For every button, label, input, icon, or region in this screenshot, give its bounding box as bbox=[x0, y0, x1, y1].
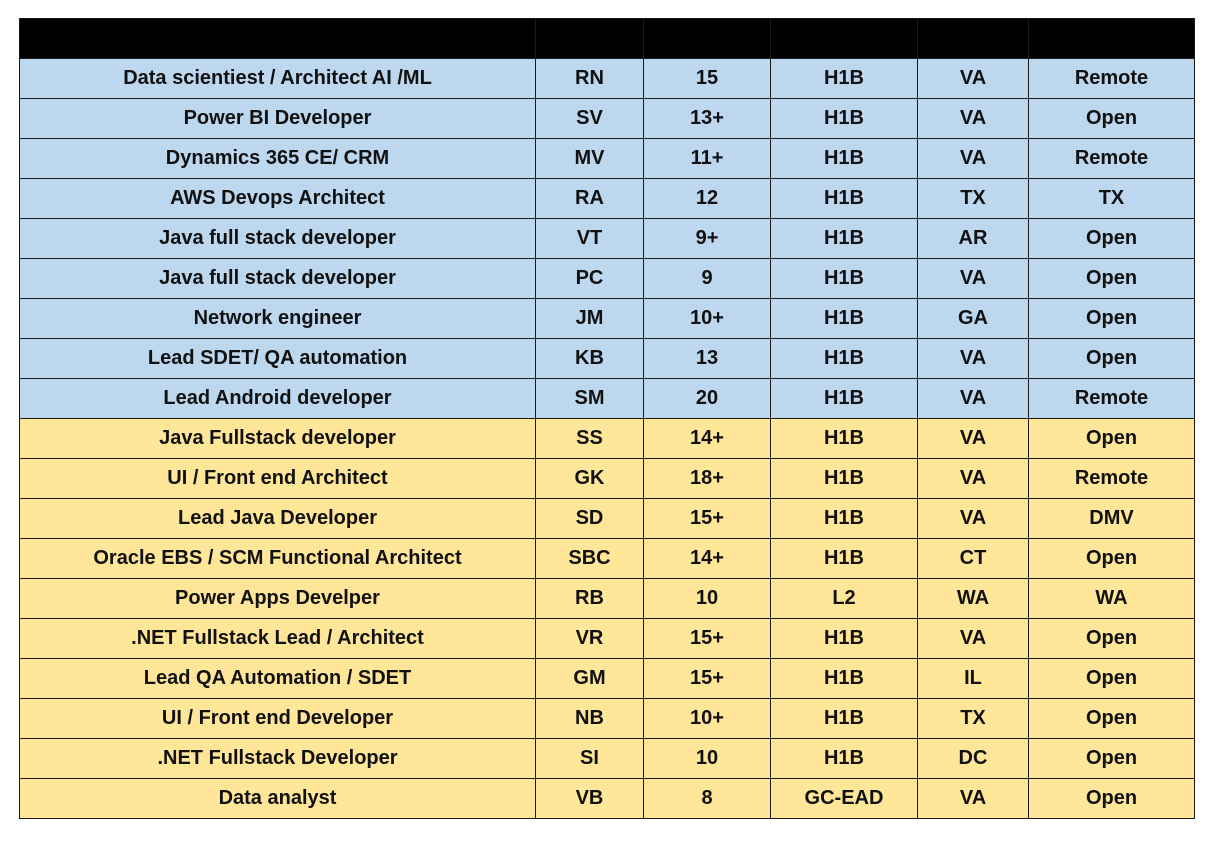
location-cell: Open bbox=[1029, 659, 1195, 699]
visa-cell: H1B bbox=[771, 699, 918, 739]
initials-cell: MV bbox=[536, 139, 644, 179]
table-row bbox=[20, 539, 1195, 579]
location-cell: Open bbox=[1029, 299, 1195, 339]
header-row bbox=[20, 19, 1195, 59]
state-cell: VA bbox=[918, 619, 1029, 659]
visa-cell: H1B bbox=[771, 339, 918, 379]
location-cell: Open bbox=[1029, 619, 1195, 659]
role-cell: Dynamics 365 CE/ CRM bbox=[20, 139, 536, 179]
experience-cell: 10 bbox=[644, 579, 771, 619]
experience-cell: 15+ bbox=[644, 659, 771, 699]
table-row bbox=[20, 739, 1195, 779]
experience-cell: 14+ bbox=[644, 419, 771, 459]
visa-cell: H1B bbox=[771, 619, 918, 659]
table-row bbox=[20, 99, 1195, 139]
visa-cell: H1B bbox=[771, 99, 918, 139]
experience-cell: 20 bbox=[644, 379, 771, 419]
experience-cell: 10+ bbox=[644, 299, 771, 339]
role-cell: Oracle EBS / SCM Functional Architect bbox=[20, 539, 536, 579]
location-cell: Open bbox=[1029, 699, 1195, 739]
table-header bbox=[20, 19, 1195, 59]
table-row bbox=[20, 779, 1195, 819]
experience-cell: 9 bbox=[644, 259, 771, 299]
location-cell: Open bbox=[1029, 219, 1195, 259]
initials-cell: JM bbox=[536, 299, 644, 339]
candidate-table bbox=[19, 18, 1195, 819]
visa-cell: H1B bbox=[771, 259, 918, 299]
location-cell: Open bbox=[1029, 779, 1195, 819]
initials-cell: SD bbox=[536, 499, 644, 539]
experience-cell: 13 bbox=[644, 339, 771, 379]
state-cell: CT bbox=[918, 539, 1029, 579]
visa-cell: H1B bbox=[771, 459, 918, 499]
location-cell: Open bbox=[1029, 339, 1195, 379]
role-cell: Lead Java Developer bbox=[20, 499, 536, 539]
initials-cell: GM bbox=[536, 659, 644, 699]
state-cell: TX bbox=[918, 179, 1029, 219]
initials-cell: SBC bbox=[536, 539, 644, 579]
header-cell-4 bbox=[771, 19, 918, 59]
location-cell: DMV bbox=[1029, 499, 1195, 539]
role-cell: Lead Android developer bbox=[20, 379, 536, 419]
visa-cell: H1B bbox=[771, 379, 918, 419]
state-cell: VA bbox=[918, 259, 1029, 299]
state-cell: WA bbox=[918, 579, 1029, 619]
initials-cell: SI bbox=[536, 739, 644, 779]
state-cell: DC bbox=[918, 739, 1029, 779]
state-cell: VA bbox=[918, 459, 1029, 499]
experience-cell: 15 bbox=[644, 59, 771, 99]
state-cell: VA bbox=[918, 339, 1029, 379]
experience-cell: 14+ bbox=[644, 539, 771, 579]
state-cell: VA bbox=[918, 99, 1029, 139]
table-row bbox=[20, 579, 1195, 619]
state-cell: IL bbox=[918, 659, 1029, 699]
table-row bbox=[20, 339, 1195, 379]
table-body bbox=[20, 59, 1195, 819]
visa-cell: H1B bbox=[771, 179, 918, 219]
initials-cell: RB bbox=[536, 579, 644, 619]
role-cell: Power BI Developer bbox=[20, 99, 536, 139]
role-cell: AWS Devops Architect bbox=[20, 179, 536, 219]
experience-cell: 15+ bbox=[644, 619, 771, 659]
visa-cell: H1B bbox=[771, 219, 918, 259]
location-cell: WA bbox=[1029, 579, 1195, 619]
initials-cell: SS bbox=[536, 419, 644, 459]
role-cell: Data analyst bbox=[20, 779, 536, 819]
state-cell: VA bbox=[918, 499, 1029, 539]
header-cell-2 bbox=[536, 19, 644, 59]
role-cell: UI / Front end Architect bbox=[20, 459, 536, 499]
location-cell: Open bbox=[1029, 419, 1195, 459]
table-row bbox=[20, 699, 1195, 739]
role-cell: Lead SDET/ QA automation bbox=[20, 339, 536, 379]
experience-cell: 10+ bbox=[644, 699, 771, 739]
experience-cell: 10 bbox=[644, 739, 771, 779]
state-cell: TX bbox=[918, 699, 1029, 739]
visa-cell: H1B bbox=[771, 539, 918, 579]
location-cell: Remote bbox=[1029, 139, 1195, 179]
experience-cell: 8 bbox=[644, 779, 771, 819]
role-cell: Java Fullstack developer bbox=[20, 419, 536, 459]
visa-cell: H1B bbox=[771, 499, 918, 539]
table-row bbox=[20, 259, 1195, 299]
state-cell: VA bbox=[918, 59, 1029, 99]
location-cell: Open bbox=[1029, 739, 1195, 779]
location-cell: Remote bbox=[1029, 379, 1195, 419]
table-row bbox=[20, 459, 1195, 499]
location-cell: Remote bbox=[1029, 59, 1195, 99]
role-cell: .NET Fullstack Developer bbox=[20, 739, 536, 779]
table-row bbox=[20, 219, 1195, 259]
experience-cell: 11+ bbox=[644, 139, 771, 179]
role-cell: .NET Fullstack Lead / Architect bbox=[20, 619, 536, 659]
state-cell: VA bbox=[918, 419, 1029, 459]
role-cell: Lead QA Automation / SDET bbox=[20, 659, 536, 699]
table-row bbox=[20, 179, 1195, 219]
initials-cell: RA bbox=[536, 179, 644, 219]
initials-cell: VB bbox=[536, 779, 644, 819]
location-cell: Open bbox=[1029, 99, 1195, 139]
table-row bbox=[20, 499, 1195, 539]
header-cell-1 bbox=[20, 19, 536, 59]
table-row bbox=[20, 419, 1195, 459]
visa-cell: H1B bbox=[771, 419, 918, 459]
initials-cell: PC bbox=[536, 259, 644, 299]
experience-cell: 13+ bbox=[644, 99, 771, 139]
location-cell: Remote bbox=[1029, 459, 1195, 499]
table-row bbox=[20, 299, 1195, 339]
table-row bbox=[20, 619, 1195, 659]
initials-cell: KB bbox=[536, 339, 644, 379]
visa-cell: L2 bbox=[771, 579, 918, 619]
visa-cell: H1B bbox=[771, 739, 918, 779]
visa-cell: GC-EAD bbox=[771, 779, 918, 819]
location-cell: Open bbox=[1029, 259, 1195, 299]
initials-cell: RN bbox=[536, 59, 644, 99]
initials-cell: VT bbox=[536, 219, 644, 259]
initials-cell: GK bbox=[536, 459, 644, 499]
header-cell-6 bbox=[1029, 19, 1195, 59]
visa-cell: H1B bbox=[771, 299, 918, 339]
table-row bbox=[20, 379, 1195, 419]
location-cell: TX bbox=[1029, 179, 1195, 219]
state-cell: VA bbox=[918, 779, 1029, 819]
role-cell: Data scientiest / Architect AI /ML bbox=[20, 59, 536, 99]
experience-cell: 12 bbox=[644, 179, 771, 219]
state-cell: VA bbox=[918, 139, 1029, 179]
header-cell-3 bbox=[644, 19, 771, 59]
experience-cell: 15+ bbox=[644, 499, 771, 539]
initials-cell: SV bbox=[536, 99, 644, 139]
table-row bbox=[20, 139, 1195, 179]
table-row bbox=[20, 59, 1195, 99]
role-cell: Power Apps Develper bbox=[20, 579, 536, 619]
role-cell: UI / Front end Developer bbox=[20, 699, 536, 739]
initials-cell: SM bbox=[536, 379, 644, 419]
role-cell: Java full stack developer bbox=[20, 259, 536, 299]
visa-cell: H1B bbox=[771, 659, 918, 699]
location-cell: Open bbox=[1029, 539, 1195, 579]
visa-cell: H1B bbox=[771, 59, 918, 99]
initials-cell: VR bbox=[536, 619, 644, 659]
initials-cell: NB bbox=[536, 699, 644, 739]
state-cell: AR bbox=[918, 219, 1029, 259]
experience-cell: 9+ bbox=[644, 219, 771, 259]
role-cell: Network engineer bbox=[20, 299, 536, 339]
table-row bbox=[20, 659, 1195, 699]
header-cell-5 bbox=[918, 19, 1029, 59]
role-cell: Java full stack developer bbox=[20, 219, 536, 259]
state-cell: GA bbox=[918, 299, 1029, 339]
state-cell: VA bbox=[918, 379, 1029, 419]
experience-cell: 18+ bbox=[644, 459, 771, 499]
visa-cell: H1B bbox=[771, 139, 918, 179]
